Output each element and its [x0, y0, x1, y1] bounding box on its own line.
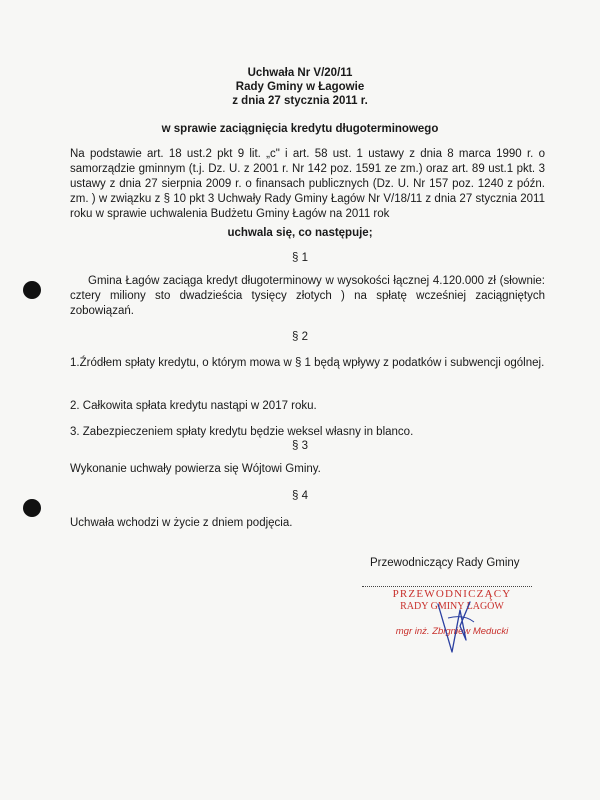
section-4-text: Uchwała wchodzi w życie z dniem podjęcia. [70, 517, 293, 529]
punch-hole-top [23, 281, 41, 299]
stamp-name: mgr inż. Zbigniew Meducki [395, 626, 509, 637]
resolution-date: z dnia 27 stycznia 2011 r. [232, 95, 368, 107]
section-2-point-3: 3. Zabezpieczeniem spłaty kredytu będzie weksel własny in blanco. [70, 426, 414, 438]
section-2-point-2: 2. Całkowita spłata kredytu nastąpi w 2017 roku. [70, 400, 317, 412]
resolution-subject: w sprawie zaciągnięcia kredytu długoterminowego [161, 123, 439, 135]
section-2-label: § 2 [292, 331, 308, 343]
resolves-clause: uchwala się, co następuje; [227, 227, 373, 239]
legal-basis-paragraph: Na podstawie art. 18 ust.2 pkt 9 lit. „c" i art. 58 ust. 1 ustawy z dnia 8 marca 1990 r. o samorządzie gminnym (t.j. Dz. U. z 2001 r. Nr 142 poz. 1591 ze zm.) oraz art. 89 ust.1 pkt. 3 ustawy z dnia 27 sierpnia 2009 r. o finansach publicznych (Dz. U. Nr 157 poz. 1240 z późn. zm. ) w związku z § 10 pkt 3 Uchwały Rady Gminy Łagów Nr V/18/11 z dnia 27 stycznia 2011 roku w sprawie uchwalenia Budżetu Gminy Łagów na 2011 rok [70, 148, 545, 220]
stamp-line-1: PRZEWODNICZĄCY [392, 588, 512, 600]
section-1-text: Gmina Łagów zaciąga kredyt długoterminowy w wysokości łącznej 4.120.000 zł (słownie: cztery miliony sto dwadzieścia tysięcy złotych ) na spłatę wcześniej zaciągniętych zobowiązań. [70, 275, 545, 317]
stamp-line-2: RADY GMINY ŁAGÓW [400, 601, 504, 612]
signatory-title: Przewodniczący Rady Gminy [370, 557, 520, 569]
section-3-text: Wykonanie uchwały powierza się Wójtowi Gminy. [70, 463, 321, 475]
council-name: Rady Gminy w Łagowie [235, 81, 365, 93]
section-1-label: § 1 [292, 252, 308, 264]
handwritten-signature [430, 596, 490, 656]
signature-line [362, 586, 532, 587]
resolution-number: Uchwała Nr V/20/11 [247, 67, 353, 79]
section-2-point-1: 1.Źródłem spłaty kredytu, o którym mowa w § 1 będą wpływy z podatków i subwencji ogólnej. [70, 357, 545, 369]
section-3-label: § 3 [292, 440, 308, 452]
section-4-label: § 4 [292, 490, 308, 502]
